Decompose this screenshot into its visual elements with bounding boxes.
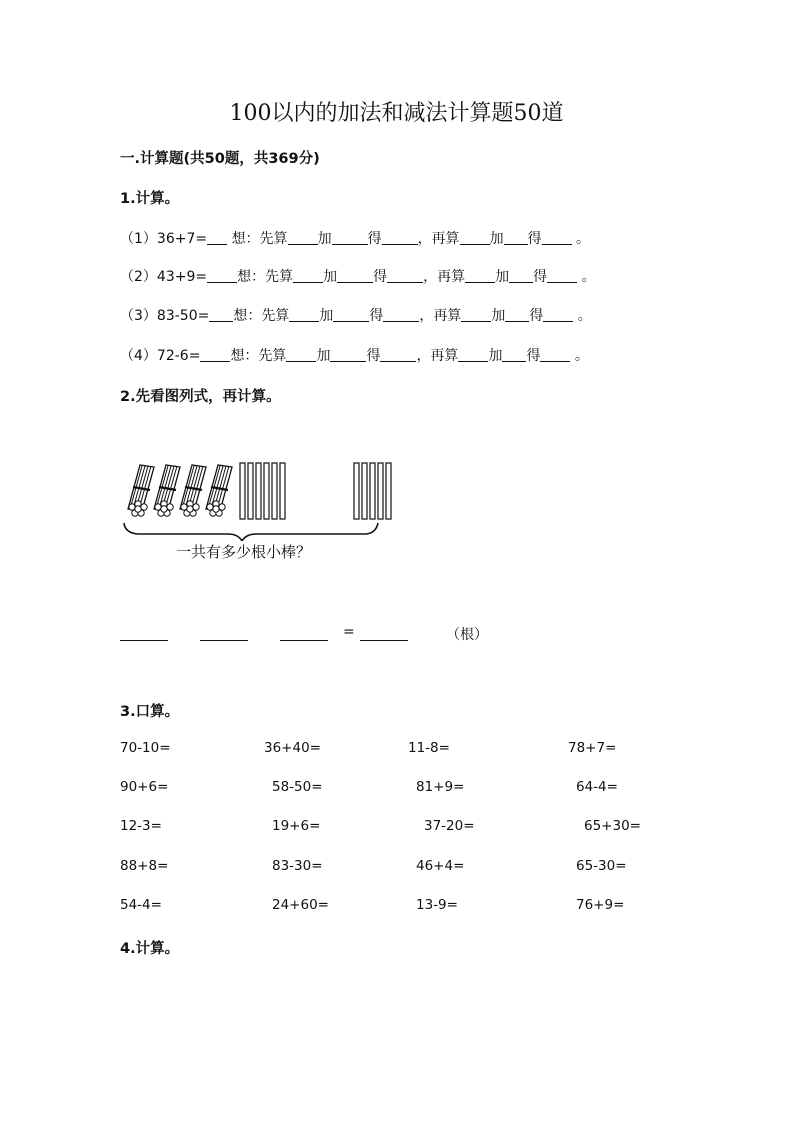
oral-calc-item: 65+30= — [584, 818, 641, 834]
q1-row-number: （4） — [120, 348, 157, 364]
stick-bundle — [206, 465, 232, 516]
oral-calc-item: 37-20= — [424, 818, 475, 834]
answer-blank[interactable] — [330, 347, 366, 362]
q1-row-expression: 83-50= — [156, 308, 210, 324]
q1-period: 。 — [576, 231, 591, 247]
q1-think-label: 想：先算 — [230, 348, 287, 364]
q1-word: 得 — [526, 348, 541, 364]
oral-calc-item: 58-50= — [272, 779, 323, 795]
answer-blank[interactable] — [288, 230, 318, 245]
oral-calc-item: 70-10= — [120, 740, 171, 756]
answer-line-2[interactable] — [200, 640, 248, 641]
single-stick — [264, 463, 269, 519]
oral-calc-item: 83-30= — [272, 858, 323, 874]
stick-bundle — [128, 465, 154, 516]
oral-calc-item: 76+9= — [576, 897, 625, 913]
answer-blank[interactable] — [502, 347, 526, 362]
single-stick — [354, 463, 359, 519]
answer-blank[interactable] — [293, 268, 323, 283]
oral-calc-item: 36+40= — [264, 740, 321, 756]
q1-word: ，再算 — [417, 231, 460, 247]
single-stick — [272, 463, 277, 519]
q1-period: 。 — [581, 269, 596, 285]
answer-blank[interactable] — [505, 307, 529, 322]
single-stick — [240, 463, 245, 519]
answer-blank[interactable] — [543, 307, 573, 322]
q1-word: 加 — [489, 231, 504, 247]
q1-word: 得 — [533, 269, 548, 285]
oral-calc-item: 65-30= — [576, 858, 627, 874]
q1-word: 加 — [488, 348, 503, 364]
answer-blank[interactable] — [200, 347, 230, 362]
answer-blank[interactable] — [547, 268, 577, 283]
q1-row-2 — [120, 266, 596, 286]
q1-word: 加 — [491, 308, 506, 324]
question-3-heading: 3.口算。 — [120, 704, 180, 720]
oral-calc-item: 13-9= — [416, 897, 458, 913]
answer-blank[interactable] — [207, 268, 237, 283]
q1-row-3 — [120, 305, 592, 325]
q1-word: 加 — [316, 348, 331, 364]
stick-bundle — [180, 465, 206, 516]
q1-word: 加 — [495, 269, 510, 285]
answer-blank[interactable] — [383, 307, 419, 322]
q1-word: ，再算 — [419, 308, 462, 324]
single-stick — [378, 463, 383, 519]
q1-think-label: 想：先算 — [237, 269, 294, 285]
equals-sign: = — [343, 624, 355, 640]
single-stick — [248, 463, 253, 519]
q1-row-expression: 43+9= — [156, 269, 208, 285]
q1-word: 加 — [317, 231, 332, 247]
answer-blank[interactable] — [286, 347, 316, 362]
oral-calc-item: 64-4= — [576, 779, 618, 795]
answer-line-result[interactable] — [360, 640, 408, 641]
q1-period: 。 — [577, 308, 592, 324]
q1-row-expression: 36+7= — [156, 231, 208, 247]
q1-row-number: （1） — [120, 231, 157, 247]
q1-row-expression: 72-6= — [156, 348, 201, 364]
answer-blank[interactable] — [333, 307, 369, 322]
q1-think-label: 想：先算 — [231, 231, 288, 247]
answer-blank[interactable] — [207, 230, 227, 245]
answer-blank[interactable] — [461, 307, 491, 322]
answer-blank[interactable] — [504, 230, 528, 245]
loose-sticks-right — [354, 463, 391, 519]
q1-word: 得 — [367, 231, 382, 247]
q1-row-number: （2） — [120, 269, 157, 285]
single-stick — [386, 463, 391, 519]
answer-blank[interactable] — [509, 268, 533, 283]
q1-row-1 — [120, 228, 590, 248]
single-stick — [362, 463, 367, 519]
loose-sticks-left — [240, 463, 285, 519]
answer-blank[interactable] — [337, 268, 373, 283]
answer-blank[interactable] — [380, 347, 416, 362]
q1-word: 得 — [529, 308, 544, 324]
answer-blank[interactable] — [540, 347, 570, 362]
answer-line-3[interactable] — [280, 640, 328, 641]
stick-bundle — [154, 465, 180, 516]
oral-calc-item: 90+6= — [120, 779, 169, 795]
q1-word: ，再算 — [416, 348, 459, 364]
answer-blank[interactable] — [387, 268, 423, 283]
stick-bundles — [128, 465, 232, 516]
q1-word: 加 — [323, 269, 338, 285]
oral-calc-item: 24+60= — [272, 897, 329, 913]
oral-calc-item: 19+6= — [272, 818, 321, 834]
answer-blank[interactable] — [542, 230, 572, 245]
oral-calc-item: 46+4= — [416, 858, 465, 874]
oral-calc-item: 54-4= — [120, 897, 162, 913]
question-2-heading: 2.先看图列式，再计算。 — [120, 389, 281, 405]
q1-row-4 — [120, 345, 589, 365]
answer-blank[interactable] — [382, 230, 418, 245]
q1-word: 得 — [373, 269, 388, 285]
answer-blank[interactable] — [209, 307, 233, 322]
oral-calc-item: 81+9= — [416, 779, 465, 795]
sticks-illustration — [118, 455, 408, 541]
q1-word: 加 — [319, 308, 334, 324]
q1-word: ，再算 — [423, 269, 466, 285]
answer-blank[interactable] — [458, 347, 488, 362]
answer-blank[interactable] — [332, 230, 368, 245]
page-title: 100以内的加法和减法计算题50道 — [229, 101, 564, 126]
single-stick — [280, 463, 285, 519]
single-stick — [370, 463, 375, 519]
curly-brace — [124, 523, 378, 541]
oral-calc-item: 78+7= — [568, 740, 617, 756]
question-4-heading: 4.计算。 — [120, 941, 180, 957]
oral-calc-item: 12-3= — [120, 818, 162, 834]
oral-calc-item: 88+8= — [120, 858, 169, 874]
q1-think-label: 想：先算 — [233, 308, 290, 324]
q1-word: 得 — [369, 308, 384, 324]
answer-blank[interactable] — [465, 268, 495, 283]
unit-label: （根） — [446, 627, 488, 643]
single-stick — [256, 463, 261, 519]
sticks-question-caption: 一共有多少根小棒？ — [176, 543, 312, 561]
answer-blank[interactable] — [289, 307, 319, 322]
q1-word: 得 — [527, 231, 542, 247]
q1-word: 得 — [366, 348, 381, 364]
q1-row-number: （3） — [120, 308, 157, 324]
oral-calc-item: 11-8= — [408, 740, 450, 756]
answer-line-1[interactable] — [120, 640, 168, 641]
section-heading: 一.计算题(共50题，共369分) — [120, 151, 320, 167]
q1-period: 。 — [574, 348, 589, 364]
question-1-heading: 1.计算。 — [120, 191, 180, 207]
answer-blank[interactable] — [460, 230, 490, 245]
